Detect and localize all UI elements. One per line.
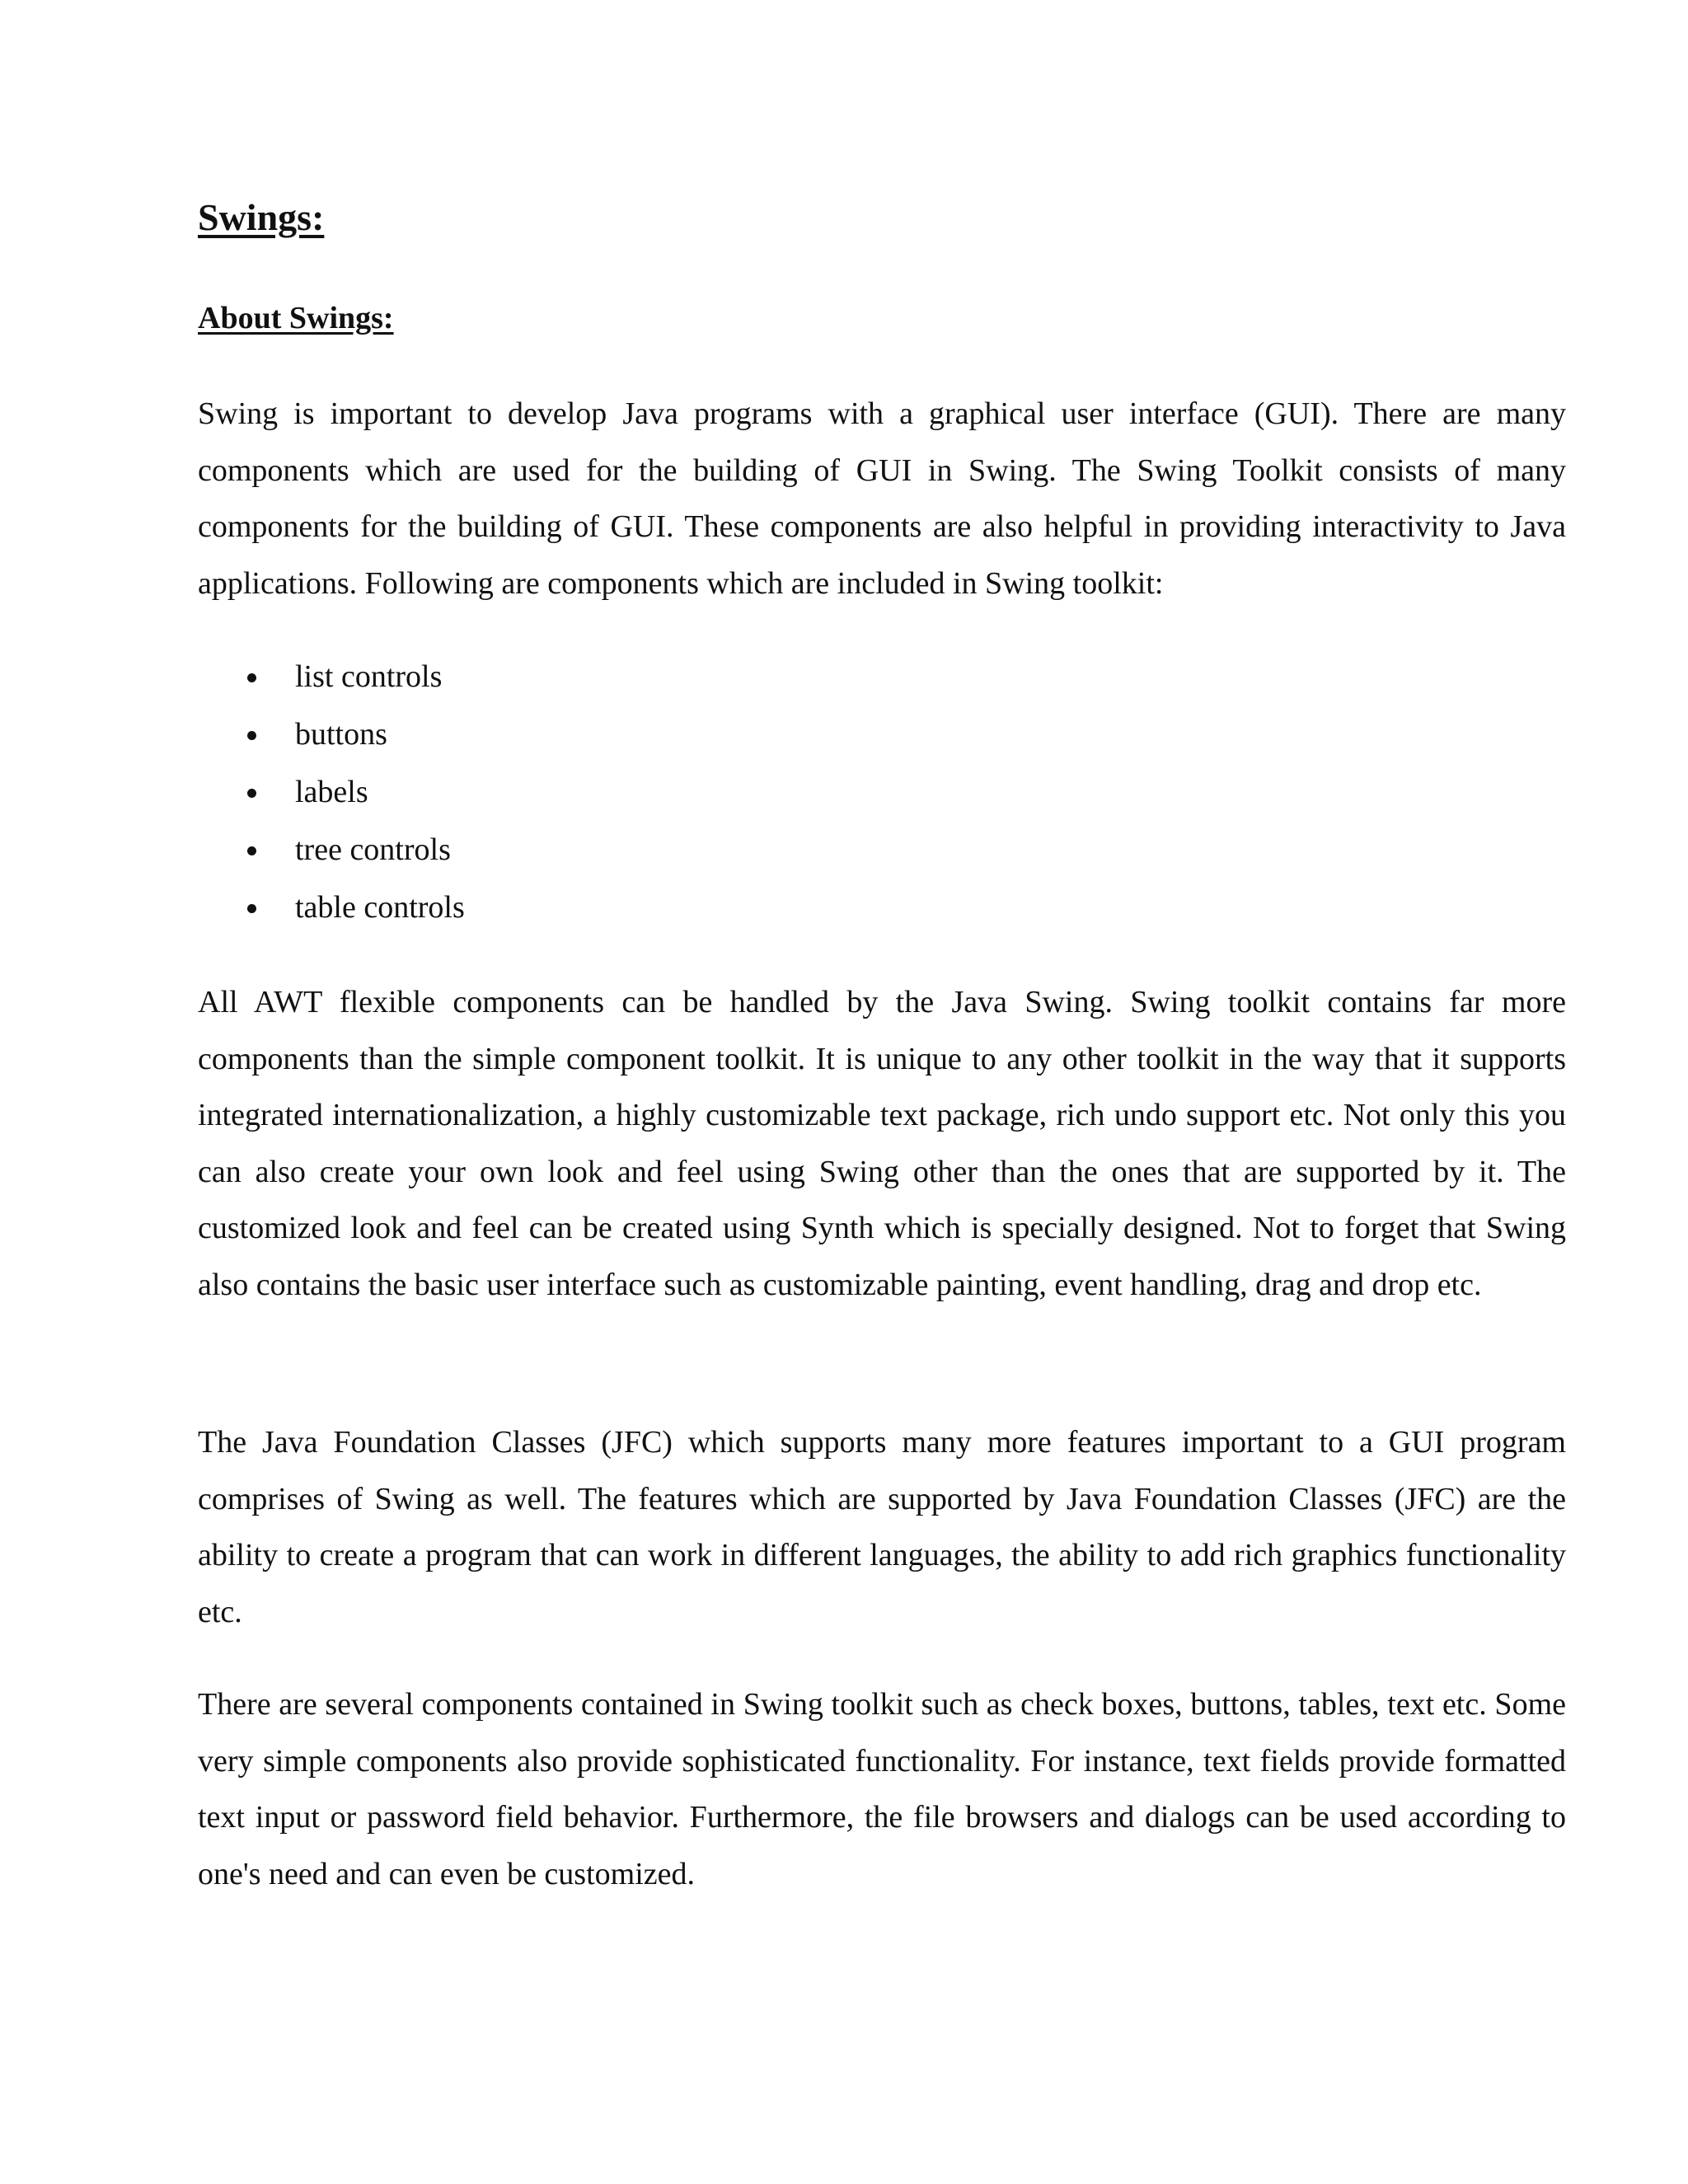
list-item-text: labels bbox=[295, 775, 368, 809]
component-list bbox=[198, 648, 465, 936]
list-item bbox=[198, 879, 465, 936]
list-item-text: list controls bbox=[295, 659, 443, 694]
bullet-icon bbox=[247, 789, 256, 798]
paragraph-awt: All AWT flexible components can be handled by the Java Swing. Swing toolkit contains far more components than the simple component toolkit. It is unique to any other toolkit in the way that it supports integrated internationalization, a highly customizable text package, rich undo support etc. Not only this you can also create your own look and feel using Swing other than the ones that are supported by it. The customized look and feel can be created using Synth which is specially designed. Not to forget that Swing also contains the basic user interface such as customizable painting, event handling, drag and drop etc. bbox=[198, 985, 1566, 1302]
page-title: Swings: bbox=[198, 196, 325, 238]
list-item bbox=[198, 821, 465, 879]
bullet-icon bbox=[247, 904, 256, 913]
list-item-text: buttons bbox=[295, 717, 387, 752]
list-item bbox=[198, 648, 465, 705]
bullet-icon bbox=[247, 673, 256, 682]
paragraph-intro: Swing is important to develop Java programs with a graphical user interface (GUI). There are many components which are used for the building of GUI in Swing. The Swing Toolkit consists of many components for the building of GUI. These components are also helpful in providing interactivity to Java applications. Following are components which are included in Swing toolkit: bbox=[198, 396, 1566, 601]
list-item bbox=[198, 763, 465, 821]
bullet-icon bbox=[247, 846, 256, 855]
paragraph-jfc: The Java Foundation Classes (JFC) which supports many more features important to a GUI program comprises of Swing as well. The features which are supported by Java Foundation Classes (JFC) are the ability to create a program that can work in different languages, the ability to add rich graphics functionality etc. bbox=[198, 1425, 1566, 1629]
list-item-text: tree controls bbox=[295, 832, 451, 867]
list-item bbox=[198, 705, 465, 763]
section-heading: About Swings: bbox=[198, 301, 394, 335]
paragraph-components: There are several components contained in Swing toolkit such as check boxes, buttons, tables, text etc. Some very simple components also provide sophisticated functionality. For instance, text fields provide formatted text input or password field behavior. Furthermore, the file browsers and dialogs can be used according to one's need and can even be customized. bbox=[198, 1687, 1566, 1891]
list-item-text: table controls bbox=[295, 890, 465, 925]
bullet-icon bbox=[247, 731, 256, 740]
